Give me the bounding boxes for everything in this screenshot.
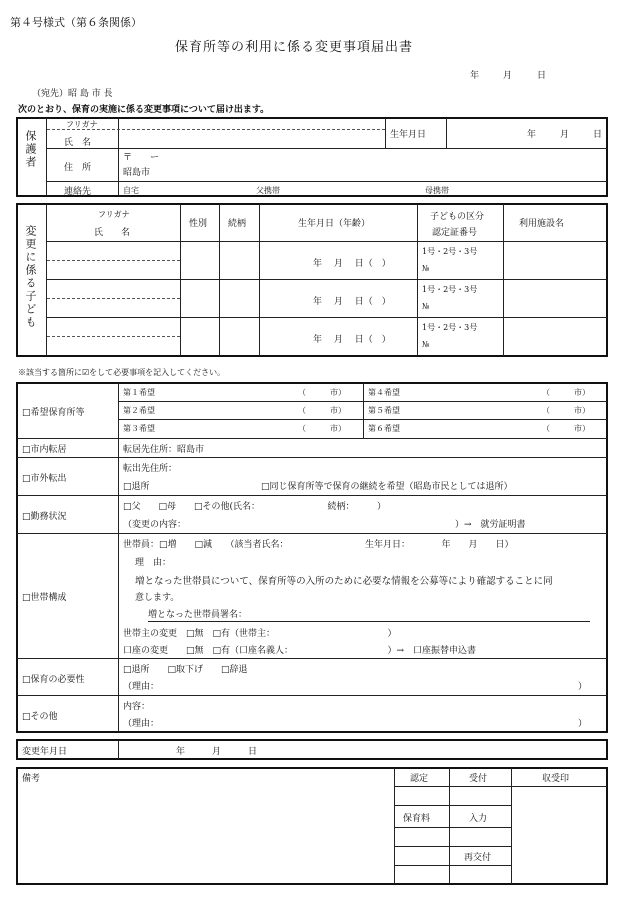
child-row-birth: 年 月 日（ ） <box>313 297 391 307</box>
instruction-note: ※該当する箇所に☑をして必要事項を記入してください。 <box>18 368 226 377</box>
guardian-address-label: 住 所 <box>64 163 92 173</box>
reissue-label: 再交付 <box>464 853 492 863</box>
child-row-birth: 年 月 日（ ） <box>313 259 391 269</box>
move-in-checkbox[interactable]: □市内転居 <box>22 445 67 455</box>
change-date-value: 年 月 日 <box>176 747 258 757</box>
household-reason: 理 由： <box>135 558 172 568</box>
child-row-category: 1号・2号・3号 <box>422 247 478 256</box>
form-number: 第４号様式（第６条関係） <box>10 16 142 29</box>
addressee: （宛先）昭 島 市 長 <box>32 89 113 99</box>
child-facility-label: 利用施設名 <box>519 219 565 229</box>
guardian-birth-day: 日 <box>593 130 603 140</box>
wish-3-city: （ 市） <box>298 424 346 433</box>
move-out-address: 転出先住所： <box>123 464 178 474</box>
child-category-label: 子どもの区分 <box>430 212 485 222</box>
change-items-table <box>16 382 608 733</box>
change-date-label: 変更年月日 <box>22 747 68 757</box>
child-row-no: № <box>422 264 430 273</box>
guardian-contact-label: 連絡先 <box>64 187 92 197</box>
wish-6-city: （ 市） <box>542 424 590 433</box>
remarks-label: 備考 <box>22 774 41 784</box>
signature-line <box>148 621 590 622</box>
account-change: 口座の変更 □無 □有（口座名義人： ）→ 口座振替申込書 <box>123 646 477 656</box>
necessity-checkbox[interactable]: □保育の必要性 <box>22 675 85 685</box>
fee-label: 保育料 <box>403 814 431 824</box>
guardian-birth-year: 年 <box>527 130 537 140</box>
guardian-birth-label: 生年月日 <box>390 130 427 140</box>
child-relation-label: 続柄 <box>228 219 247 229</box>
move-out-checkbox[interactable]: □市外転出 <box>22 474 67 484</box>
received-stamp-label: 収受印 <box>542 774 570 784</box>
wish-2-label: 第２希望 <box>123 406 155 415</box>
child-name-label: 氏 名 <box>94 228 131 238</box>
guardian-home-label: 自宅 <box>123 186 139 195</box>
household-consent-2: 意します。 <box>135 593 180 603</box>
move-out-continue-checkbox[interactable]: □同じ保育所等で保育の継続を希望（昭島市民としては退所） <box>261 482 513 492</box>
date-day-label: 日 <box>537 71 547 81</box>
household-checkbox[interactable]: □世帯構成 <box>22 593 67 603</box>
child-furigana-label: フリガナ <box>98 210 130 219</box>
remarks-table <box>16 767 608 885</box>
received-label: 受付 <box>469 774 488 784</box>
necessity-options: □退所 □取下げ □辞退 <box>123 665 248 675</box>
wish-4-label: 第４希望 <box>368 388 400 397</box>
intro-text: 次のとおり、保育の実施に係る変更事項について届け出ます。 <box>18 105 270 115</box>
work-status-who: □父 □母 □その他(氏名： 続柄： ） <box>123 502 387 512</box>
preferred-facility-checkbox[interactable]: □希望保育所等 <box>22 408 85 418</box>
wish-1-city: （ 市） <box>298 388 346 397</box>
guardian-section-label: 保護者 <box>24 130 37 169</box>
guardian-postal: 〒 ー <box>123 153 160 163</box>
move-out-withdraw-checkbox[interactable]: □退所 <box>123 482 150 492</box>
wish-5-city: （ 市） <box>542 406 590 415</box>
wish-6-label: 第６希望 <box>368 424 400 433</box>
move-in-address: 転居先住所：昭島市 <box>123 445 205 455</box>
child-gender-label: 性別 <box>189 219 208 229</box>
child-row-category: 1号・2号・3号 <box>422 285 478 294</box>
work-certificate-note: ）→ 就労証明書 <box>455 520 526 530</box>
child-row-birth: 年 月 日（ ） <box>313 335 391 345</box>
other-checkbox[interactable]: □その他 <box>22 712 58 722</box>
householder-change: 世帯主の変更 □無 □有（世帯主： ） <box>123 629 397 639</box>
other-reason-close: ） <box>578 719 588 729</box>
guardian-name-label: 氏 名 <box>64 138 92 148</box>
work-status-change: （変更の内容： <box>123 520 187 530</box>
wish-1-label: 第１希望 <box>123 388 155 397</box>
household-signature-label: 増となった世帯員署名： <box>148 610 248 620</box>
child-cert-no-label: 認定証番号 <box>432 228 478 238</box>
necessity-reason: （理由： <box>123 682 160 692</box>
wish-4-city: （ 市） <box>542 388 590 397</box>
child-birth-age-label: 生年月日（年齢） <box>298 219 371 229</box>
guardian-city: 昭島市 <box>123 168 151 178</box>
work-status-checkbox[interactable]: □勤務状況 <box>22 512 67 522</box>
children-section-label: 変更に係る子ども <box>24 225 37 329</box>
guardian-mother-mobile-label: 母携帯 <box>425 186 449 195</box>
page-title: 保育所等の利用に係る変更事項届出書 <box>175 40 414 55</box>
child-row-no: № <box>422 340 430 349</box>
necessity-reason-close: ） <box>578 682 588 692</box>
wish-5-label: 第５希望 <box>368 406 400 415</box>
guardian-furigana-label: フリガナ <box>66 120 98 129</box>
other-reason: （理由： <box>123 719 160 729</box>
guardian-father-mobile-label: 父携帯 <box>256 186 280 195</box>
household-consent-1: 増となった世帯員について、保育所等の入所のために必要な情報を公募等により確認することに同 <box>135 576 553 587</box>
date-year-label: 年 <box>470 71 480 81</box>
date-month-label: 月 <box>503 71 513 81</box>
child-row-category: 1号・2号・3号 <box>422 323 478 332</box>
change-date-row <box>16 739 608 760</box>
certified-label: 認定 <box>410 774 429 784</box>
child-row-no: № <box>422 302 430 311</box>
wish-2-city: （ 市） <box>298 406 346 415</box>
wish-3-label: 第３希望 <box>123 424 155 433</box>
input-label: 入力 <box>469 814 488 824</box>
guardian-birth-month: 月 <box>560 130 570 140</box>
household-line1: 世帯員：□増 □減 （該当者氏名： 生年月日： 年 月 日） <box>123 540 514 550</box>
other-content: 内容： <box>123 702 151 712</box>
